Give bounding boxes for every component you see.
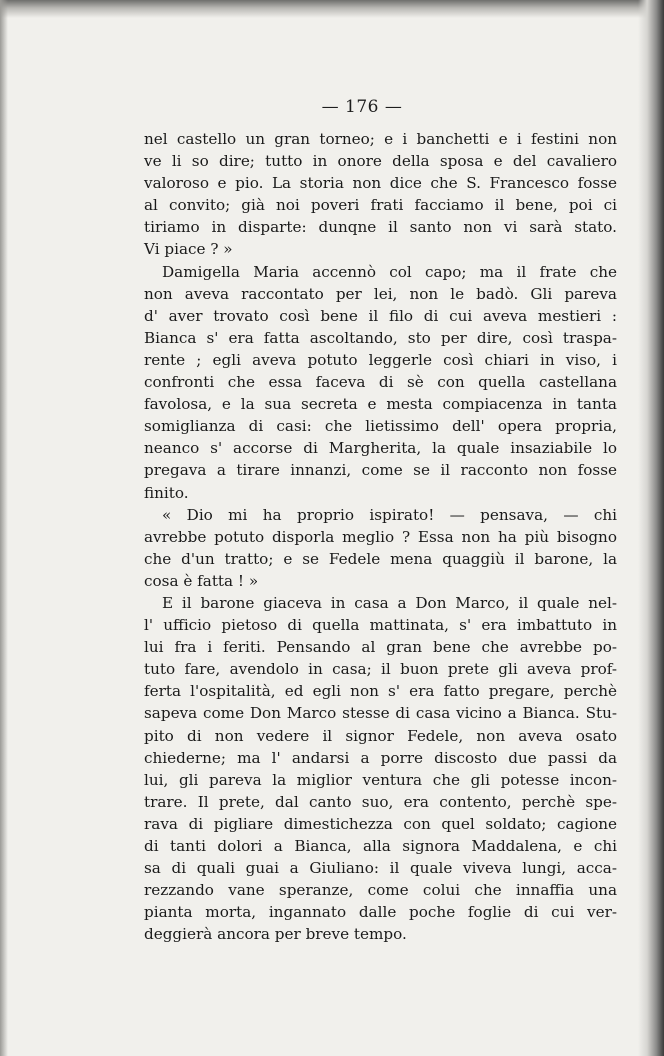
text-line: l' ufficio pietoso di quella mattinata, s' era imbattuto in [144,616,617,635]
text-line: pito di non vedere il signor Fedele, non aveva osato [144,726,617,745]
text-line: rezzando vane speranze, come colui che innaffia una [144,881,617,900]
text-line: cosa è fatta ! » [144,571,259,590]
text-line: di tanti dolori a Bianca, alla signora Maddalena, e chi [144,837,617,855]
text-line: finito. [144,483,189,502]
text-line: nel castello un gran torneo; e i banchetti e i festini non [144,130,617,148]
text-line: confronti che essa faceva di sè con quella castellana [144,373,617,392]
text-line: ferta l'ospitalità, ed egli non s' era fatto pregare, perchè [144,682,617,701]
text-line: ve li so dire; tutto in onore della sposa e del cavaliero [144,152,617,171]
text-line: tiriamo in disparte: dunqne il santo non vi sarà stato. [144,218,617,237]
text-line: sapeva come Don Marco stesse di casa vicino a Bianca. Stu- [144,704,617,723]
text-line: non aveva raccontato per lei, non le badò. Gli pareva [144,284,617,303]
text-line: pregava a tirare innanzi, come se il racconto non fosse [144,461,617,480]
text-line: avrebbe potuto disporla meglio ? Essa non ha più bisogno [144,527,617,546]
text-line: sa di quali guai a Giuliano: il quale viveva lungi, acca- [144,859,617,878]
text-line: somiglianza di casi: che lietissimo dell' opera propria, [144,417,617,436]
text-line: tuto fare, avendolo in casa; il buon prete gli aveva prof- [144,660,617,679]
body-text [144,128,617,945]
text-line: pianta morta, ingannato dalle poche foglie di cui ver- [144,903,617,922]
text-line: lui fra i feriti. Pensando al gran bene che avrebbe po- [144,638,617,657]
text-line: d' aver trovato così bene il filo di cui aveva mestieri : [144,306,617,325]
text-line: favolosa, e la sua secreta e mesta compiacenza in tanta [144,395,617,414]
page-number: — 176 — [321,97,403,117]
text-line: « Dio mi ha proprio ispirato! — pensava, — chi [162,505,617,524]
page-left-edge [0,0,8,1056]
text-line: valoroso e pio. La storia non dice che S. Francesco fosse [144,174,617,193]
text-line: trare. Il prete, dal canto suo, era contento, perchè spe- [144,792,617,811]
text-line: deggierà ancora per breve tempo. [144,925,407,944]
text-line: rente ; egli aveva potuto leggerle così chiari in viso, i [144,350,617,369]
text-line: Vi piace ? » [144,240,233,259]
text-line: E il barone giaceva in casa a Don Marco, il quale nel- [162,593,617,612]
text-line: chiederne; ma l' andarsi a porre discosto due passi da [144,748,617,767]
text-line: rava di pigliare dimestichezza con quel soldato; cagione [144,814,617,833]
text-line: al convito; già noi poveri frati facciamo il bene, poi ci [144,196,617,215]
text-line: lui, gli pareva la miglior ventura che gli potesse incon- [144,770,617,789]
text-line: Damigella Maria accennò col capo; ma il frate che [162,262,617,281]
text-line: che d'un tratto; e se Fedele mena quaggiù il barone, la [144,549,617,568]
text-line: Bianca s' era fatta ascoltando, sto per dire, così traspa- [144,328,617,347]
text-line: neanco s' accorse di Margherita, la quale insaziabile lo [144,439,617,458]
